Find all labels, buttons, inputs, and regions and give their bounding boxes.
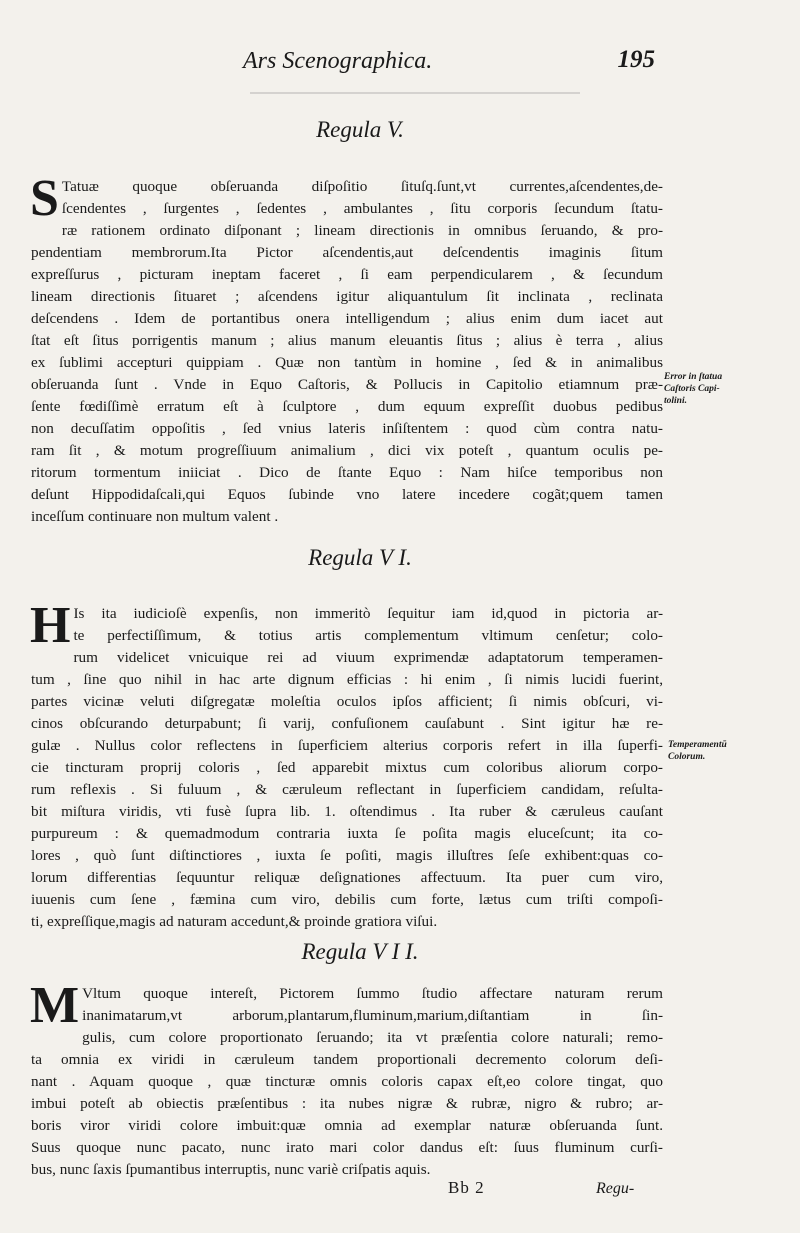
rule7-paragraph	[30, 977, 663, 1181]
margin-note-line: Caſtoris Capi-	[664, 384, 720, 394]
running-head	[0, 48, 800, 80]
text-line: ex ſublimi accepturi quippiam . Quæ non tantùm in homine , ſed & in animalibus	[31, 354, 663, 371]
text-line: imbui poteſt ab obiectis præſentibus : ita nubes nigræ & rubræ, nigro & rubro; ar-	[31, 1095, 663, 1112]
page-number: 195	[617, 46, 655, 73]
text-line: Vltum quoque intereſt, Pictorem ſummo ſtudio affectare naturam rerum	[82, 985, 663, 1002]
text-line: deſcendens . Idem de portantibus onera intelligendum ; alius enim dum iacet aut	[31, 310, 663, 327]
text-line: obſeruanda ſunt . Vnde in Equo Caſtoris, & Pollucis in Capitolio etiamnum præ-	[31, 376, 663, 393]
rule6-paragraph	[30, 597, 663, 933]
text-line: lorum differentias ſequuntur reliquæ deſignationes affectuum. Ita puer cum viro,	[31, 869, 663, 886]
text-line: gulis, cum colore proportionato ſeruando; ita vt præſentia colore naturali; remo-	[82, 1029, 663, 1046]
margin-note-line: tolini.	[664, 396, 687, 406]
text-line: cie tincturam proprij coloris , ſed apparebit mixtus cum coloribus aliorum corpo-	[31, 759, 663, 776]
rule6-dropcap: H	[30, 597, 71, 654]
text-line: Is ita iudicioſè expenſis, non immeritò ſequitur iam id,quod in pictoria ar-	[73, 605, 663, 622]
text-line: ſente fœdiſſimè erratum eſt à ſculptore , dum equum expreſſit duobus pedibus	[31, 398, 663, 415]
text-line: tum , ſine quo nihil in hac arte dignum efficias : hi enim , ſi nimis lucidi fuerint,	[31, 671, 663, 688]
text-line: ritorum tormentum iniiciat . Dico de ſtante Equo : Nam hiſce temporibus non	[31, 464, 663, 481]
rule7-heading: Regula V I I.	[301, 939, 419, 964]
running-title: Ars Scenographica.	[243, 48, 433, 74]
text-line: bit miſtura viridis, vti fusè ſupra lib. 1. oſtendimus . Ita ruber & cæruleus cauſant	[31, 803, 663, 820]
signature-mark: Bb 2	[448, 1178, 485, 1197]
text-line: inanimatarum,vt arborum,plantarum,fluminum,marium,diſtantiam in ſin-	[82, 1007, 663, 1024]
margin-note-line: Error in ſtatua	[664, 372, 723, 382]
text-line: inceſſum continuare non multum valent .	[31, 508, 279, 525]
text-line: lores , quò ſunt diſtinctiores , iuxta ſe poſiti, magis illuſtres ſeſe exhibent:quas co-	[31, 847, 663, 864]
text-line: ti, expreſſique,magis ad naturam accedunt,& proinde gratiora viſui.	[31, 913, 438, 930]
text-line: pendentiam membrorum.Ita Pictor aſcendentis,aut deſcendentis imaginis ſitum	[31, 244, 663, 261]
text-line: te perfectiſſimum, & totius artis complementum vltimum cenſetur; colo-	[73, 627, 663, 644]
text-line: ram ſit , & motum progreſſiuum animalium , dici vix poteſt , quantum oculis pe-	[31, 442, 663, 459]
text-line: Tatuæ quoque obſeruanda diſpoſitio ſituſq.ſunt,vt currentes,aſcendentes,de-	[61, 178, 663, 195]
text-line: deſunt Hippodidaſcali,qui Equos ſubinde vno latere incedere cogãt;quem tamen	[31, 486, 663, 503]
margin-note-line: Temperamentū	[668, 740, 727, 750]
rule6-margin-note	[668, 739, 727, 763]
text-line: expreſſurus , picturam ineptam faceret , ſi eam perpendicularem , & ſecundum	[31, 266, 663, 283]
text-line: non decuſſatim oppoſitis , ſed vnius lateris inſiſtentem : quod cùm contra natu-	[31, 420, 663, 437]
text-line: partes vicinæ veluti diſgregatæ moleſtia oculos ipſos afficient; ſi nimis obſcuri, vi-	[31, 693, 663, 710]
rule5-dropcap: S	[30, 170, 59, 227]
rule5-heading: Regula V.	[316, 117, 404, 142]
text-line: rum videlicet vnicuique rei ad viuum exprimendæ adaptatorum temperamen-	[73, 649, 663, 666]
text-line: Suus quoque nunc pacato, nunc irato mari color dandus eſt: ſuus fluminum curſi-	[31, 1139, 663, 1156]
text-line: ſtat eſt ſitus porrigentis manum ; alius manum eleuantis ſitus ; alius è terra , alius	[31, 332, 663, 349]
rule5-paragraph	[30, 170, 663, 528]
margin-note-line: Colorum.	[668, 752, 706, 762]
text-line: bus, nunc ſaxis ſpumantibus interruptis, nunc variè criſpatis aquis.	[31, 1161, 431, 1178]
text-line: gulæ . Nullus color reflectens in ſuperficiem alterius corporis refert in illa ſuperfi-	[31, 737, 663, 754]
text-line: cinos obſcurando deturpabunt; ſi varij, confuſionem cauſabunt . Sint igitur hæ re-	[31, 715, 663, 732]
text-line: iuuenis cum ſene , fæmina cum viro, debilis cum forte, lætus cum triſti compoſi-	[31, 891, 663, 908]
text-line: purpureum : & quemadmodum contraria iuxta ſe poſita magis eluceſcunt; ita co-	[31, 825, 663, 842]
text-line: ta omnia ex viridi in cæruleum tandem proportionali decremento colorum deſi-	[31, 1051, 663, 1068]
bleed-through-line	[250, 92, 580, 108]
text-line: rum reflexis . Si fuluum , & cæruleum reflectant in ſuperficiem candidam, reſulta-	[31, 781, 663, 798]
catchword: Regu-	[596, 1180, 635, 1197]
text-line: nant . Aquam quoque , quæ tincturæ omnis coloris capax eſt,eo colore tingat, quo	[31, 1073, 663, 1090]
text-line: ræ rationem ordinato diſponant ; lineam directionis in omnibus ſeruando, & pro-	[61, 222, 663, 239]
text-line: boris viror viridi colore imbuit:quæ omnia ad exemplar naturæ obſeruanda ſunt.	[31, 1117, 663, 1134]
rule5-margin-note	[664, 371, 722, 407]
rule7-dropcap: M	[30, 977, 80, 1034]
rule6-heading: Regula V I.	[308, 545, 412, 570]
text-line: lineam directionis ſituaret ; aſcendens igitur aliquantulum ſit inclinata , reclinata	[31, 288, 663, 305]
text-line: ſcendentes , ſurgentes , ſedentes , ambulantes , ſitu corporis ſecundum ſtatu-	[61, 200, 663, 217]
